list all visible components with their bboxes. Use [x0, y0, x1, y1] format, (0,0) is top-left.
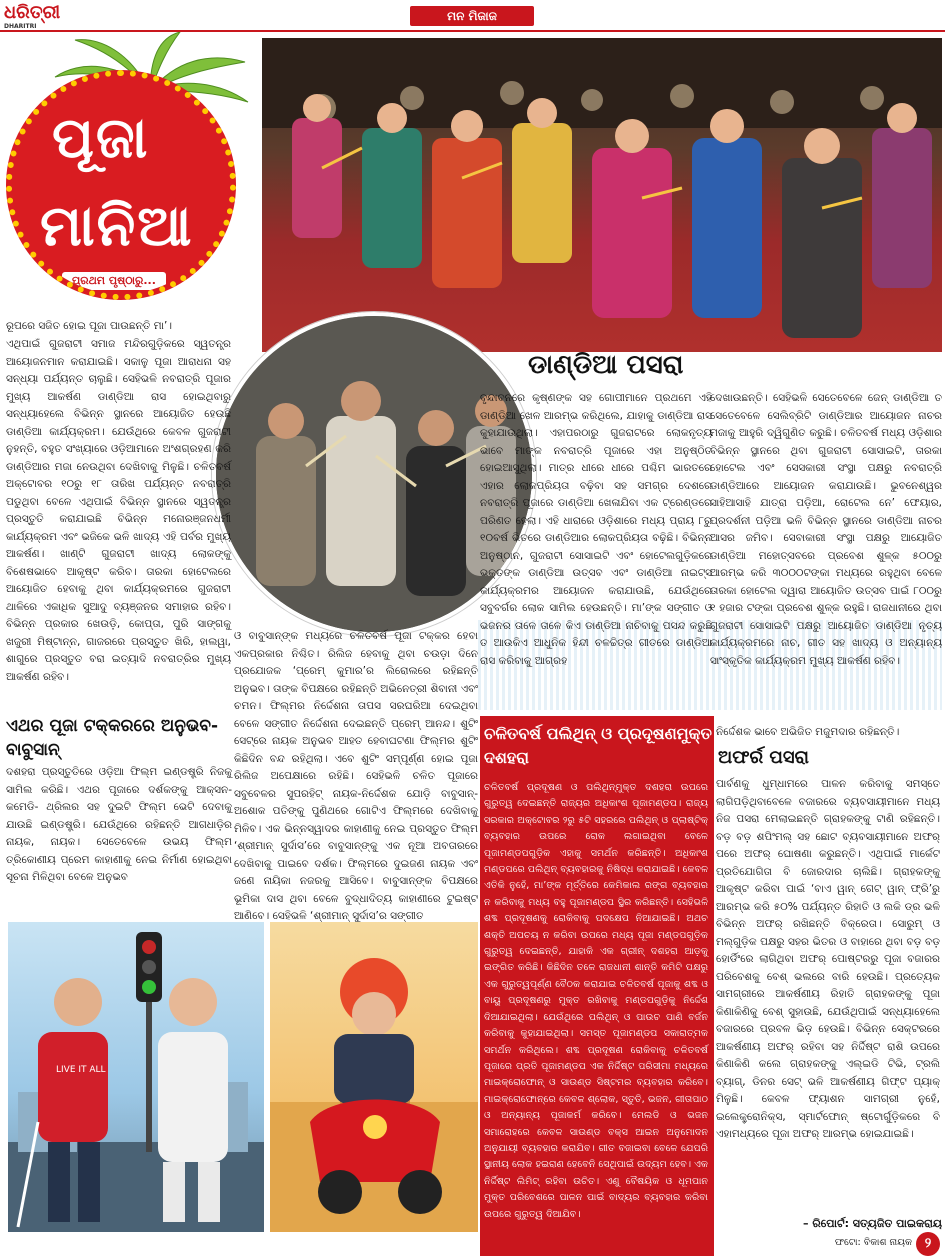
film-poster-1 [8, 922, 264, 1232]
offer-heading: ଅଫର୍ର ପସରା [718, 747, 809, 768]
dandia-group-photo [262, 38, 942, 352]
article-col-a-top: ରୂପରେ ସଜିତ ହୋଇ ପୂଜା ପାଉଛନ୍ତି ମା’। [6, 320, 173, 332]
anubhav-babushan-heading: ଏଥର ପୂଜା ଟକ୍କରରେ ଅନୁଭବ- ବାବୁସାନ୍ [6, 716, 218, 760]
badge-title-line1: ପୂଜା [52, 106, 150, 171]
newspaper-logo: ଧରିତ୍ରୀ DHARITRI [4, 2, 61, 30]
badge-title-line2: ମାନିଆ [40, 194, 194, 259]
music-director-line: ନିର୍ଦ୍ଦେଶକ ଭାବେ ଅଭିଜିତ ମଜୁମଦାର ରହିଛନ୍ତି। [716, 726, 900, 738]
reporter-credit: – ରିପୋର୍ଟ: ସତ୍ୟଜିତ ପାଇକରାୟ [803, 1217, 942, 1230]
puja-mania-badge [6, 70, 236, 300]
poster1-shirt-text: LIVE IT ALL [56, 1065, 106, 1075]
dandia-article-col-2: ଦେଖାଉଛନ୍ତି। ସେହିଭଳି ସେତେବେଳେ ଜେନ୍ ଡାଣ୍ଡିଆ ତ ସେତେବେଳେ ସେଲିବ୍ରିଟି ଡାଣ୍ଡିଆର ଆୟୋଜନ ନାଚର ମଜାକୁ ଆହୁରି ଦ୍ୱିଗୁଣିତ କରୁଛି। ଚଳିତବର୍ଷ ମଧ୍ୟ ଓଡ଼ିଶାର ବିଭିନ୍ନ ସ୍ଥାନରେ ଥିବା ଗୁଜରାଟୀ ସୋସାଇଟି, ତାରକା ହୋଟେଲ ଏବଂ ସେସକାରୀ ସଂସ୍ଥା ପକ୍ଷରୁ ନବରାତ୍ରି ଡାଣ୍ଡିଆରେ ଆୟୋଜନ କରାଯାଉଛି। ଭୁବନେଶ୍ୱର ସାହିଆସାହି ଯାତ୍ରା ପଡ଼ିଆ, ରୋଟେଲ ନେ’ ଫେୟାର, ପ୍ରଦର୍ଶନୀ ପଡ଼ିଆ ଭଳି ବିଭିନ୍ନ ସ୍ଥାନରେ ଡାଣ୍ଡିଆ ନାଚର ଆସର ଜମିବ। ସେବାକାରୀ ସଂସ୍ଥା ପକ୍ଷରୁ ଆୟୋଜିତ ଡାଣ୍ଡିଆ ମହୋତ୍ସବରେ ପ୍ରବେଶ ଶୁଳ୍କ ୫୦୦ରୁ ଆରମ୍ଭ କରି ୩୦୦୦ଟଙ୍କା ମଧ୍ୟରେ ରହୁଥିବା ବେଳେ ତାରକା ହୋଟେଲ ଦ୍ୱାରା ଆୟୋଜିତ ଉତ୍ସବ ପାଇଁ ୮୦୦ରୁ ୧ ହଜାର ଟଙ୍କା ପ୍ରବେଶ ଶୁଳ୍କ ରହୁଛି। ରାଜଧାନୀରେ ଥିବା ଗୁଜରାଟୀ ସୋସାଇଟି ପକ୍ଷରୁ ଆୟୋଜିତ ଡାଣ୍ଡିଆ ନୃତ୍ୟ କାର୍ଯ୍ୟକ୍ରମରେ ନାଚ, ଗୀତ ସହ ଖାଦ୍ୟ ଓ ଅନ୍ୟାନ୍ୟ ସାଂସ୍କୃତିକ କାର୍ଯ୍ୟକ୍ରମ ମୁଖ୍ୟ ଆକର୍ଷଣ ରହିବ। [710, 392, 942, 667]
badge-continued-label: ପ୍ରଥମ ପୃଷ୍ଠାରୁ... [62, 272, 166, 290]
photo-credit: ଫଟୋ: ବିକାଶ ନାୟକ [834, 1237, 912, 1248]
offer-body: ପାର୍ବଣକୁ ଧୁମ୍ଧାମରେ ପାଳନ କରିବାକୁ ସମସ୍ତେ ଲାଗିପଡ଼ିଥିବାବେଳେ ବଜାରରେ ବ୍ୟବସାୟୀମାନେ ମଧ୍ୟ ନିଜ ପସରା ମେଲାଇଛନ୍ତି ଗ୍ରାହକଙ୍କୁ ଟାଣି ରହିଛନ୍ତି। ବଡ଼ ବଡ଼ ଶପିଂମଲ୍ ସହ ଛୋଟ ବ୍ୟବସାୟୀମାନେ ଅଫର୍ ପରେ ଅଫର୍ ଘୋଷଣା କରୁଛନ୍ତି। ଏଥିପାଇଁ ମାର୍କେଟ ପ୍ରତିଯୋଗିତା ବି ଜୋରଦାର ଚାଲିଛି। ଗ୍ରାହକଙ୍କୁ ଆକୃଷ୍ଟ କରିବା ପାଇଁ ‘ବାଏ ୱାନ୍ ଗେଟ୍ ୱାନ୍ ଫ୍ରି’ରୁ ଆରମ୍ଭ କରି ୫୦% ପର୍ଯ୍ୟନ୍ତ ରିହାତି ଓ ଲକି ଡ୍ର ଭଳି ବିଭିନ୍ନ ଅଫର୍ ରଖିଛନ୍ତି ବିକ୍ରେତା। ସୋରୁମ୍ ଓ ମଲ୍ଗୁଡ଼ିକ ପକ୍ଷରୁ ସହର ଭିତର ଓ ବାହାରେ ଥିବା ବଡ଼ ବଡ଼ ହୋର୍ଡିଂରେ ଲାଗିଥିବା ଅଫର୍ ପୋଷ୍ଟରରୁ ପୂଜା ବଜାରର ପରିବେଶକୁ ବେଶ୍ ଭଲରେ ବାରି ହେଉଛି। ପ୍ରତ୍ୟେକ ସାମଗ୍ରୀରେ ଆକର୍ଷଣୀୟ ରିହାତି ଗ୍ରାହକଙ୍କୁ ପୂଜା କିଣାକିଣିକୁ ବେଶ୍ ସୁହାଉଛି, ଯେଉଁଥିପାଇଁ ସନ୍ଧ୍ୟାହେଲେ ବଜାରରେ ପ୍ରବଳ ଭିଡ଼ ହେଉଛି। ବିଭିନ୍ନ ସେକ୍ଟରରେ ଆକର୍ଷଣୀୟ ଅଫର୍ ରହିବା ସହ ନିର୍ଦ୍ଦିଷ୍ଟ ରାଶି ଉପରେ କିଣାକିଣି କଲେ ଗ୍ରାହକଙ୍କୁ ଏଲ୍ଇଡି ଟିଭି, ଟ୍ରଲି ବ୍ୟାଗ୍, ଡିନର ସେଟ୍ ଭଳି ଆକର୍ଷଣୀୟ ଗିଫ୍ଟ ପ୍ୟାକ୍ ମିଳୁଛି। କେବଳ ଫ୍ୟାଶନ ସାମଗ୍ରୀ ନୁହେଁ, ଇଲେକ୍ଟ୍ରୋନିକ୍ସ, ସ୍ମାର୍ଟଫୋନ୍ ଷ୍ଟୋର୍ଗୁଡ଼ିକରେ ବି ଏହାମଧ୍ୟରେ ପୂଜା ଅଫର୍ ଆରମ୍ଭ ହୋଇଯାଇଛି। [716, 778, 940, 1140]
page-number: ୨ [916, 1232, 940, 1256]
plastic-free-body: ଚଳିତବର୍ଷ ପ୍ରଦୂଷଣ ଓ ପଲିଥିନ୍ମୁକ୍ତ ଦଶହରା ଉପରେ ଗୁରୁତ୍ୱ ଦେଇଛନ୍ତି ରାଜ୍ୟର ଅଧିକାଂଶ ପୂଜାମଣ୍ଡପ। ରାଜ୍ୟ ସରକାର ଅକ୍ଟୋବର ୨ରୁ ୫ଟି ସହରରେ ପଲିଥିନ୍ ଓ ପ୍ଲାଷ୍ଟିକ୍ ବ୍ୟବହାର ଉପରେ ରୋକ ଲଗାଇଥିବା ବେଳେ ପୂଜାମଣ୍ଡପଗୁଡ଼ିକ ଏହାକୁ ସମର୍ଥନ କରିଛନ୍ତି। ଅଧିକାଂଶ ମଣ୍ଡପରେ ପଲିଥିନ୍ ବ୍ୟବହାରକୁ ନିଷିଦ୍ଧ କରାଯାଇଛି। କେବଳ ଏତିକି ନୁହେଁ, ମା’ଙ୍କ ମୂର୍ତ୍ତିରେ କେମିକାଲ ରଙ୍ଗ ବ୍ୟବହାର ନ କରିବାକୁ ମଧ୍ୟ ବହୁ ପୂଜାମଣ୍ଡପ ସ୍ଥିର କରିଛନ୍ତି। ସେହିଭଳି ଶବ୍ଦ ପ୍ରଦୂଷଣକୁ ରୋକିବାକୁ ପଦକ୍ଷେପ ନିଆଯାଇଛି। ଅଥଚ ଶକ୍ତି ଅପଚୟ ନ କରିବା ଉପରେ ମଧ୍ୟ ପୂଜା ମଣ୍ଡପଗୁଡ଼ିକ ଗୁରୁତ୍ୱ ଦେଇଛନ୍ତି, ଯାହାକି ଏକ ଗ୍ରୀନ୍ ଦଶହରା ଆଡ଼କୁ ଇଙ୍ଗିତ କରିଛି। କିଛିଦିନ ତଳେ ରାଜଧାନୀ ଶାନ୍ତି କମିଟି ପକ୍ଷରୁ ଏକ ଗୁରୁତ୍ୱପୂର୍ଣ୍ଣ ବୈଠକ କରାଯାଇ ଚଳିତବର୍ଷ ପୂଜାକୁ ଶବ୍ଦ ଓ ବାୟୁ ପ୍ରଦୂଷଣରୁ ମୁକ୍ତ ରଖିବାକୁ ମଣ୍ଡପଗୁଡ଼ିକୁ ନିର୍ଦ୍ଦେଶ ଦିଆଯାଇଥିଲା। ଯେଉଁଥିରେ ପଲିଥିନ୍ ଓ ପାଉଚ ପାଣି ବର୍ଜନ କରିବାକୁ କୁହାଯାଇଥିଲା। ସମସ୍ତ ପୂଜାମଣ୍ଡପ ସକାରାତ୍ମକ ସମର୍ଥନ କରିଥିଲେ। ଶବ୍ଦ ପ୍ରଦୂଷଣ ରୋକିବାକୁ ଚଳିତବର୍ଷ ପୂଜାରେ ପ୍ରତି ପୂଜାମଣ୍ଡପ ଏକ ନିର୍ଦ୍ଦିଷ୍ଟ ପରିସୀମା ମଧ୍ୟରେ ମାଇକ୍ରୋଫୋନ୍ ଓ ସାଉଣ୍ଡ ସିଷ୍ଟମର ବ୍ୟବହାର କରିବେ। ମାଇକ୍ରୋଫୋନ୍ରେ କେବଳ ଶ୍ଲୋକ, ସ୍ତୁତି, ଭଜନ, ଗୀତାପାଠ ଓ ଅନ୍ୟାନ୍ୟ ପୂଜାକର୍ମ କରିବେ। ମେଲଡି ଓ ଭଜନ ସମାରୋହରେ କେବଳ ସାଉଣ୍ଡ ବକ୍ସ ଆଇନ ଅନୁମୋଦନ ଅନୁଯାୟୀ ବ୍ୟବହାର କରାଯିବ। ଗୀତ ବଜାଇବା ବେଳେ ଯେପରି ସ୍ଥାନୀୟ ଲୋକ ହଇରାଣ ହେବେନି ସେଥିପାଇଁ ଉଦ୍ୟମ ହେବ। ଏକ ନିର୍ଦ୍ଦିଷ୍ଟ ଲିମିଟ୍ ରହିବା ଉଚିତ। ଏଣୁ ବୈଷୟିକ ଓ ଧୂମପାନ ମୁକ୍ତ ପରିବେଶରେ ପାଳନ ପାଇଁ ବାଦ୍ୟର ବ୍ୟବହାର କରିବା ଉପରେ ଗୁରୁତ୍ୱ ଦିଆଯିବ। [484, 782, 708, 1220]
article-col-a-body: ଏଥିପାଇଁ ଗୁଜରାଟୀ ସମାଜ ମନ୍ଦିରଗୁଡ଼ିକରେ ସ୍ୱତନ୍ତ୍ର ଆୟୋଜନମାନ କରାଯାଇଛି। ସକାଳୁ ପୂଜା ଆରାଧନା ସହ ସନ୍ଧ୍ୟା ପର୍ଯ୍ୟନ୍ତ ଚାଲୁଛି। ସେହିଭଳି ନବରାତ୍ରି ପୂଜାର ମୁଖ୍ୟ ଆକର୍ଷଣ ଡାଣ୍ଡିଆ ରାସ ହୋଇଥିବାରୁ ସନ୍ଧ୍ୟାହେଲେ ବିଭିନ୍ନ ସ୍ଥାନରେ ଆୟୋଜିତ ହେଉଛି ଡାଣ୍ଡିଆ କାର୍ଯ୍ୟକ୍ରମ। ଯେଉଁଥିରେ କେବଳ ଗୁଜରାଟୀ ନୁହନ୍ତି, ବହୁତ ସଂଖ୍ୟାରେ ଓଡ଼ିଆମାନେ ଅଂଶଗ୍ରହଣ କରି ଡାଣ୍ଡିଆର ମଜା ନେଉଥିବା ଦେଖିବାକୁ ମିଳୁଛି। ଚଳିତବର୍ଷ ଅକ୍ଟୋବର ୧୦ରୁ ୧୮ ତାରିଖ ପର୍ଯ୍ୟନ୍ତ ନବରାତ୍ରି ପଡୁଥିବା ବେଳେ ଏଥିପାଇଁ ବିଭିନ୍ନ ସ୍ଥାନରେ ସ୍ୱତନ୍ତ୍ର ପ୍ରସ୍ତୁତି କରାଯାଇଛି ବିଭିନ୍ନ ମନୋରଞ୍ଜନଧର୍ମୀ କାର୍ଯ୍ୟକ୍ରମ ଏବଂ ଭଜିକେ ଭଳି ଖାଦ୍ୟ ଏହି ପର୍ବର ମୁଖ୍ୟ ଆକର୍ଷଣ। ଖାଣ୍ଟି ଗୁଜରାଟୀ ଖାଦ୍ୟ ଲୋକଙ୍କୁ ବିଶେଷଭାବେ ଆକୃଷ୍ଟ କରିବ। ତାରକା ହୋଟେଲରେ ଆୟୋଜିତ ହେବାକୁ ଥିବା କାର୍ଯ୍ୟକ୍ରମରେ ଗୁଜରାଟୀ ଥାଳିରେ ଏକାଧିକ ସୁଆଦୁ ବ୍ୟଞ୍ଜନର ସମାହାର ରହିବ। ବିଭିନ୍ନ ପ୍ରକାର ଖେଉଡ଼ି, କୋପ୍ତା, ପୁରି ସାଙ୍ଗକୁ ଖଜୁରୀ ମିଷ୍ଟାନ୍ନ, ଗାଜରରେ ପ୍ରସ୍ତୁତ ଖିରି, ହାଲୱା, ଶାଗୁରେ ପ୍ରସ୍ତୁତ ବରା ଇତ୍ୟାଦି ନବରାତ୍ରିର ମୁଖ୍ୟ ଆକର୍ଷଣ ରହିବ। [6, 338, 231, 683]
dandia-article-col-1: ବୃନ୍ଦାବନରେ କୃଷ୍ଣଙ୍କ ସହ ଗୋପୀମାନେ ପ୍ରଥମେ ଏହି ଡାଣ୍ଡିଆ ଖେଳ ଆରମ୍ଭ କରିଥିଲେ, ଯାହାକୁ ଡାଣ୍ଡିଆ ରାସ କୁହାଯାଉଥିଲା। ଏହାପରଠାରୁ ଗୁଜରାଟରେ ଲୋକନୃତ୍ୟ ଭାବେ ମାଙ୍କ ନବରାତ୍ରି ପୂଜାରେ ଏହା ଅନୁଷ୍ଠିତ ହୋଇଆସୁଥିଲା। ମାତ୍ର ଧୀରେ ଧୀରେ ପଶ୍ଚିମ ଭାରତରେ ଏହାର ଲୋକପ୍ରିୟତା ବଢ଼ିବା ସହ ସମଗ୍ର ଦେଶରେ ନବରାତ୍ରି ପୂଜାରେ ଡାଣ୍ଡିଆ ଖେଳାଯିବା ଏକ ଟ୍ରେଣ୍ଡରେ ପରିଣତ ହେଲା। ଏହି ଧାରାରେ ଓଡ଼ିଶାରେ ମଧ୍ୟ ପ୍ରାୟ ୮ରୁ ୧୦ବର୍ଷ ଭିତରେ ଡାଣ୍ଡିଆର ଲୋକପ୍ରିୟତା ବଢ଼ିଛି। ବିଭିନ୍ନ ଅନୁଷ୍ଠାନ, ଗୁଜରାଟୀ ସୋସାଇଟି ଏବଂ ହୋଟେଲଗୁଡ଼ିକରେ ଭକ୍ତଙ୍କ ଡାଣ୍ଡିଆ ଉତ୍ସବ ଏବଂ ଡାଣ୍ଡିଆ ନାଇଟ୍ସ କାର୍ଯ୍ୟକ୍ରମର ଆୟୋଜନ କରାଯାଉଛି, ଯେଉଁଥିରେ ସବୁବର୍ଗର ଲୋକ ସାମିଲ ହେଉଛନ୍ତି। ମା’ଙ୍କ ସଙ୍ଗୀତ ଓ ଭଜନର ତାଳେ ତାଳେ କିଏ ଡାଣ୍ଡିଆ ନାଚିବାକୁ ପସନ୍ଦ କରୁଛି ତ ଆଉକିଏ ଆଧୁନିକ ହିନ୍ଦୀ ଚଳଚ୍ଚିତ୍ର ଗୀତରେ ଡାଣ୍ଡିଆ ରାସ କରିବାକୁ ଆଗ୍ରହ [480, 392, 712, 667]
section-tab: ମନ ମିଜାଜ [410, 6, 534, 26]
dandia-heading: ଡାଣ୍ଡିଆ ପସରା [528, 350, 684, 380]
anubhav-babushan-body: ଦଶହରା ପ୍ରସ୍ତୁତିରେ ଓଡ଼ିଆ ଫିଲ୍ମ ଇଣ୍ଡଷ୍ଟ୍ରି ନିଜକୁ ସାମିଲ କରିଛି। ଏଥର ପୂଜାରେ ଦର୍ଶକଙ୍କୁ ଆକ୍ସନ- କମେଡି- ଥ୍ରିଲର ସହ ଦୁଇଟି ଫିଲ୍ମ ଭେଟି ଦେବାକୁ ଯାଉଛି ଇଣ୍ଡଷ୍ଟ୍ରି। ଯେଉଁଥିରେ ରହିଛନ୍ତି ଆଗଧାଡ଼ିର ନାୟକ, ନାୟକ। ସେତେବେଳେ ଉଭୟ ଫିଲ୍ମ ତ୍ରିକୋଣୀୟ ପ୍ରେମ କାହାଣୀକୁ ନେଇ ନିର୍ମାଣ ହୋଇଥିବା ସୂଚନା ମିଳିଥିବା ବେଳେ ଅନୁଭବ [6, 766, 232, 883]
plastic-free-heading: ଚଳିତବର୍ଷ ପଲିଥିନ୍ ଓ ପ୍ରଦୂଷଣମୁକ୍ତ ଦଶହରା [484, 724, 712, 767]
film-poster-2 [270, 922, 478, 1232]
article-col-b-body: ଓ ବାବୁସାନ୍ଙ୍କ ମଧ୍ୟରେ ଚଳିତବର୍ଷ ପୂଜା ଟକ୍କର ହେବା ଏକପ୍ରକାର ନିଶ୍ଚିତ। ରିଲିଜ ହେବାକୁ ଥିବା ଚଉଡ଼ା ଦିନେ ପ୍ରଯୋଜକ ‘ପ୍ରେମ୍ କୁମାର’ର ଲିରୋଲରେ ରହିଛନ୍ତି ଅନୁଭବ। ତାଙ୍କ ବିପକ୍ଷରେ ରହିଛନ୍ତି ଅଭିନେତ୍ରୀ ଶିବାନୀ ଏବଂ ଚମନ। ଫିଲ୍ମର ନିର୍ଦ୍ଦେଶନା ତାପସ ସରଘରିଆ ଦେଇଥିବା ବେଳେ ସଙ୍ଗୀତ ନିର୍ଦ୍ଦେଶନା ଦେଇଛନ୍ତି ପ୍ରେମ୍ ଆନନ୍ଦ। ଶୁଟିଂ ସେଟ୍ରେ ନାୟକ ଅନୁଭବ ଆହତ ହେବାଘଟଣା ଫିଲ୍ମର ଶୁଟିଂ କିଛିଦିନ ବନ୍ଦ ରହିଥିଲା। ଏବେ ଶୁଟିଂ ସମ୍ପୂର୍ଣ୍ଣ ହୋଇ ପୂଜା ରିଲିଜ ଅପେକ୍ଷାରେ ରହିଛି। ସେହିଭଳି ଚଳିତ ପୂଜାରେ ସବୁବେଳର ସୁପରହିଟ୍ ନାୟକ-ନିର୍ଦ୍ଦେଶକ ଯୋଡ଼ି ବାବୁସାନ୍-ଅଶୋକ ପତିଙ୍କୁ ପୁଣିଥରେ ଗୋଟିଏ ଫିଲ୍ମରେ ଦେଖିବାକୁ ମିଳିବ। ଏକ ଭିନ୍ନସ୍ୱାଦର କାହାଣୀକୁ ନେଇ ପ୍ରସ୍ତୁତ ଫିଲ୍ମ ‘ଶ୍ରୀମାନ୍ ସୁର୍ଦାସ’ରେ ବାବୁସାନ୍ଙ୍କୁ ଏକ ନୂଆ ଅବତାରରେ ଦେଖିବାକୁ ପାଇବେ ଦର୍ଶକ। ଫିଲ୍ମରେ ଦୁଇଜଣ ନାୟକ ଏବଂ ଜଣେ ନାୟିକା ନଜରକୁ ଆସିବେ। ବାବୁସାନ୍ଙ୍କ ବିପକ୍ଷରେ ଭୂମିକା ଦାସ ଥିବା ବେଳେ ବୁଦ୍ଧାଦିତ୍ୟ କାହାଣୀରେ ଟୁଇଷ୍ଟ ଆଣିବେ। ସେହିଭଳି ‘ଶ୍ରୀମାନ୍ ସୁର୍ଦାସ’ର ସଙ୍ଗୀତ [234, 630, 478, 922]
